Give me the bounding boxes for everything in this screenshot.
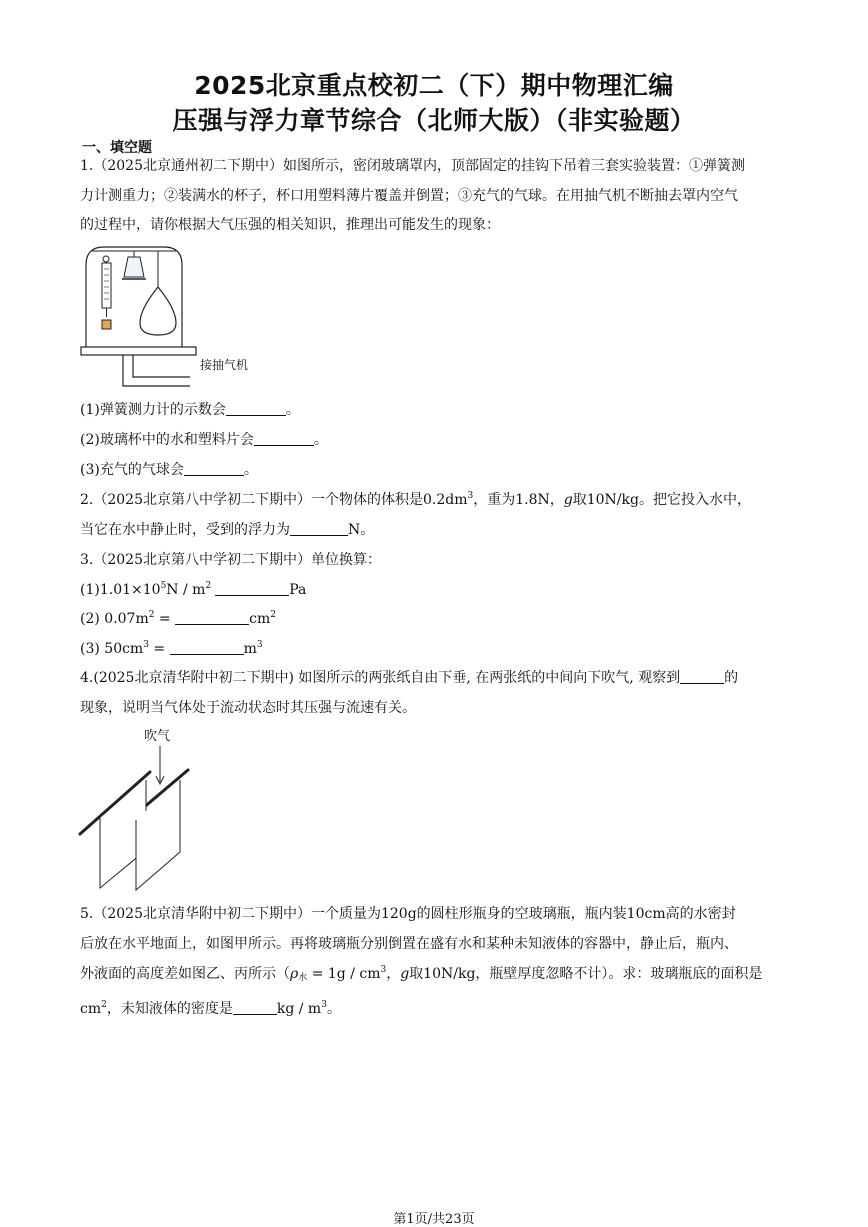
q3-sub-1: [80, 580, 306, 600]
q1-sub-2-end: 。: [313, 432, 328, 448]
q1-sub-1: [80, 400, 300, 420]
q3-sub3-unit-sup: 3: [256, 640, 263, 650]
q1-line-3: 的过程中，请你根据大气压强的相关知识，推理出可能发生的现象：: [80, 217, 500, 233]
q5-line-3: [80, 964, 762, 984]
answer-blank[interactable]: [184, 461, 244, 476]
q3-sub-2: [80, 609, 276, 629]
q1-sub-3-end: 。: [243, 462, 258, 478]
q2-text-b: ，重为1.8N，: [473, 492, 564, 508]
figure-label-blow: 吹气: [144, 729, 171, 744]
q2-text-e: N。: [348, 522, 375, 538]
q1-sub-2: [80, 430, 328, 450]
q3-sub2-sup: 2: [148, 610, 155, 620]
q4-line-2: 现象，说明当气体处于流动状态时其压强与流速有关。: [80, 700, 416, 716]
q3-line-1: 3.（2025北京第八中学初二下期中）单位换算：: [80, 552, 381, 568]
q3-sub1-sup2: 2: [205, 581, 212, 591]
figure-label-vacuum-pump: 接抽气机: [200, 358, 249, 372]
q5-line-2: 后放在水平地面上，如图甲所示。再将玻璃瓶分别倒置在盛有水和某种未知液体的容器中，静止后，瓶内、: [80, 936, 738, 952]
answer-blank[interactable]: [233, 1000, 277, 1015]
q3-sub2-a: (2) 0.07m: [80, 611, 149, 627]
q5-text-b: = 1g / cm: [307, 966, 381, 982]
q2-line-1: [80, 490, 751, 510]
section-heading: 一、填空题: [82, 140, 152, 156]
title-line-2: 压强与浮力章节综合（北师大版）（非实验题）: [172, 106, 696, 135]
q5-text-c: ，: [386, 966, 401, 982]
answer-blank[interactable]: [226, 401, 286, 416]
q2-sup: 3: [467, 491, 474, 501]
q1-sub-1-text: (1)弹簧测力计的示数会: [80, 402, 226, 418]
q5-text-e: cm: [80, 1001, 102, 1017]
q5-text-d: 取10N/kg，瓶壁厚度忽略不计）。求：玻璃瓶底的面积是: [409, 966, 763, 982]
answer-blank[interactable]: [170, 640, 244, 655]
page-indicator: 第1页/共23页: [393, 1212, 475, 1227]
q3-sub3-b: =: [148, 641, 170, 657]
q3-sub3-sup: 3: [143, 640, 149, 650]
q3-sub1-unit: Pa: [289, 582, 307, 598]
hanging-paper-figure: [76, 724, 206, 894]
q5-text-g: kg / m: [276, 1001, 322, 1017]
q2-text-c: 取10N/kg。把它投入水中，: [572, 492, 751, 508]
bell-jar-figure: [78, 243, 278, 393]
title-line-1: 2025北京重点校初二（下）期中物理汇编: [194, 71, 674, 100]
answer-blank[interactable]: [290, 521, 348, 536]
q3-sub2-unit-sup: 2: [270, 610, 276, 620]
q5-sup: 3: [380, 965, 387, 975]
q3-sub1-a: (1)1.01×10: [80, 582, 161, 598]
q1-sub-1-end: 。: [285, 402, 300, 418]
q4-line-1: [80, 668, 738, 688]
q5-line-4: [80, 999, 341, 1019]
q3-sub3-a: (3) 50cm: [80, 641, 144, 657]
q5-rho-symbol: ρ: [290, 966, 299, 982]
q1-sub-2-text: (2)玻璃杯中的水和塑料片会: [80, 432, 254, 448]
q3-sub1-b: N / m: [166, 582, 206, 598]
q5-sup-3: 3: [321, 1000, 327, 1010]
q2-text-d: 当它在水中静止时，受到的浮力为: [80, 522, 290, 538]
q5-g-symbol: g: [400, 966, 410, 982]
answer-blank[interactable]: [175, 610, 249, 625]
answer-blank[interactable]: [680, 669, 724, 684]
q2-text-a: 2.（2025北京第八中学初二下期中）一个物体的体积是0.2dm: [80, 492, 468, 508]
q5-sup-2: 2: [101, 1000, 107, 1010]
q5-rho-sub: 水: [298, 973, 308, 983]
q5-line-1: 5.（2025北京清华附中初二下期中）一个质量为120g的圆柱形瓶身的空玻璃瓶，瓶内装10cm高的水密封: [80, 906, 736, 922]
q5-text-a: 外液面的高度差如图乙、丙所示（: [80, 966, 290, 982]
q1-line-1: 1.（2025北京通州初二下期中）如图所示，密闭玻璃罩内，顶部固定的挂钩下吊着三套实验装置：①弹簧测: [80, 158, 745, 174]
q1-sub-3-text: (3)充气的气球会: [80, 462, 184, 478]
q5-text-h: 。: [326, 1001, 341, 1017]
q5-text-f: ，未知液体的密度是: [106, 1001, 233, 1017]
q3-sub3-unit: m: [243, 641, 257, 657]
q3-sub2-b: =: [154, 611, 176, 627]
answer-blank[interactable]: [254, 431, 314, 446]
q1-line-2: 力计测重力；②装满水的杯子，杯口用塑料薄片覆盖并倒置；③充气的气球。在用抽气机不断抽去罩内空气: [80, 188, 738, 204]
q3-sub1-sup1: 5: [160, 581, 167, 591]
answer-blank[interactable]: [215, 581, 289, 596]
q2-g-symbol: g: [563, 492, 573, 508]
q3-sub-3: [80, 639, 263, 659]
q2-line-2: [80, 520, 374, 540]
q4-text-a: 4.(2025北京清华附中初二下期中) 如图所示的两张纸自由下垂, 在两张纸的中间向下吹气, 观察到: [80, 670, 681, 686]
q3-sub2-unit: cm: [249, 611, 271, 627]
q1-sub-3: [80, 460, 258, 480]
q4-text-b: 的: [724, 670, 739, 686]
